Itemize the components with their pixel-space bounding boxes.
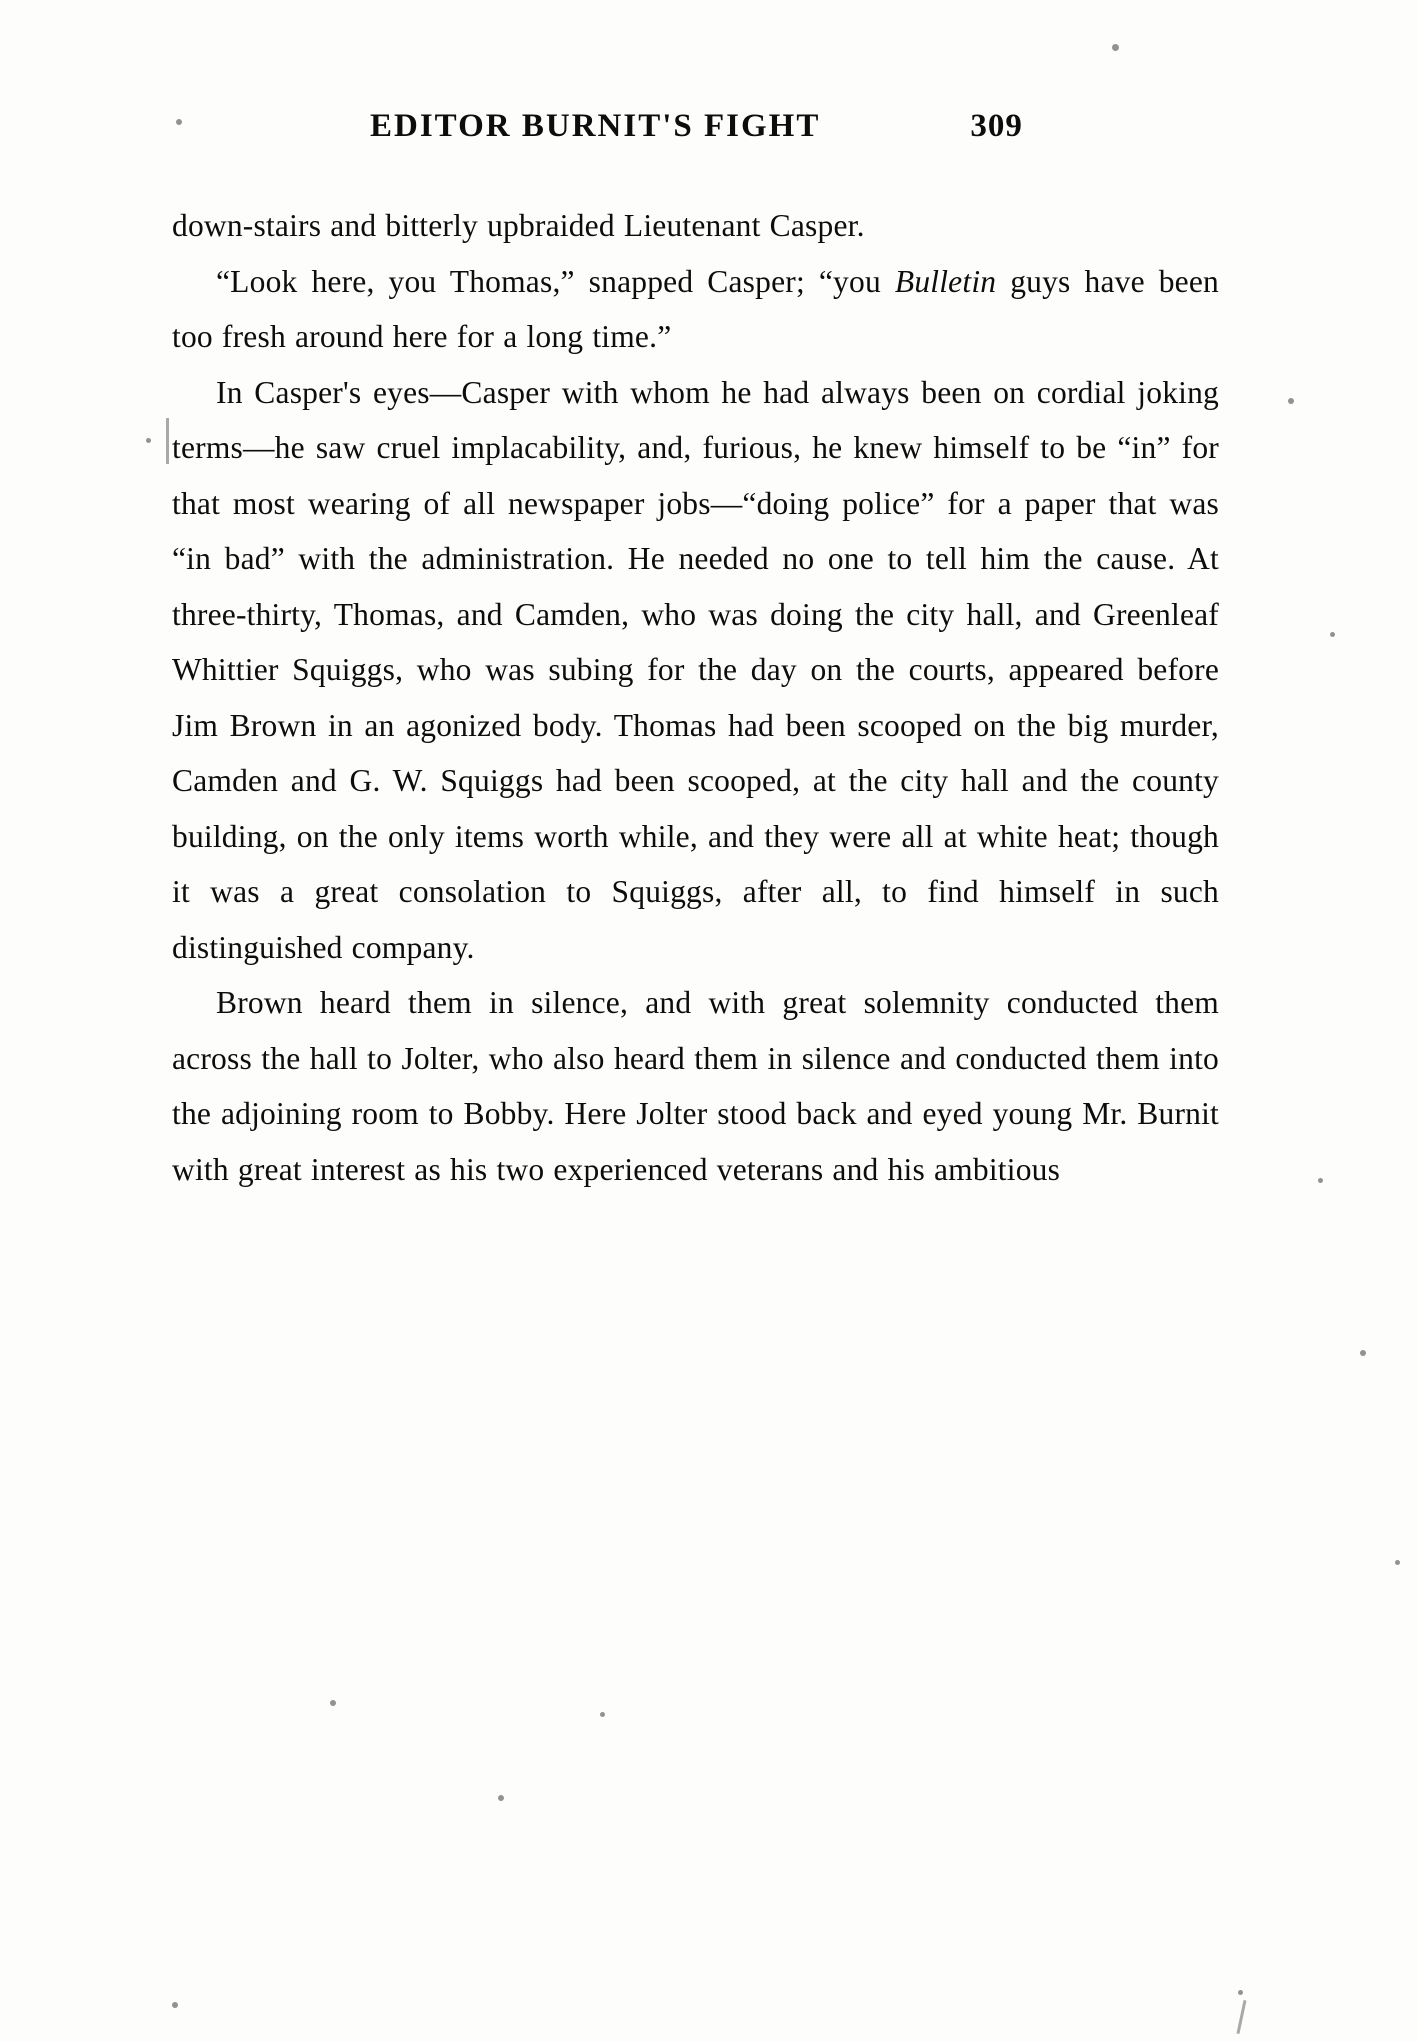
- scan-speck: [1395, 1560, 1400, 1565]
- scan-speck: [172, 2002, 178, 2008]
- scan-tick: [1236, 2000, 1246, 2034]
- scan-speck: [146, 438, 151, 443]
- paragraph: [172, 254, 1219, 365]
- scan-speck: [330, 1700, 336, 1706]
- paragraph: Brown heard them in silence, and with great solemnity conducted them across the hall to Jolter, who also heard them in silence and conducted them into the adjoining room to Bobby. Here Jolter stood back and eyed young Mr. Burnit with great interest as his two experienced veterans and his ambitious: [172, 985, 1219, 1187]
- scan-speck: [1330, 632, 1335, 637]
- scan-tick: [166, 418, 169, 464]
- scan-speck: [1238, 1990, 1243, 1995]
- paragraph-text-part: guys have been too fresh around here for a long time.”: [172, 263, 1219, 354]
- paragraph-text-part: “Look here, you Thomas,” snapped Casper; “you: [216, 263, 895, 299]
- scan-speck: [498, 1795, 504, 1801]
- paragraph: down-stairs and bitterly upbraided Lieutenant Casper.: [172, 208, 865, 243]
- page-header: [170, 108, 1250, 145]
- scan-speck: [1360, 1350, 1366, 1356]
- scan-speck: [1112, 44, 1119, 51]
- running-title: EDITOR BURNIT'S FIGHT: [370, 108, 821, 144]
- scan-speck: [1288, 398, 1294, 404]
- paragraph: In Casper's eyes—Casper with whom he had always been on cordial joking terms—he saw cruel implacability, and, furious, he knew himself to be “in” for that most wearing of all newspaper jobs—“doing police” for a paper that was “in bad” with the administration. He needed no one to tell him the cause. At three-thirty, Thomas, and Camden, who was doing the city hall, and Greenleaf Whittier Squiggs, who was subing for the day on the courts, appeared before Jim Brown in an agonized body. Thomas had been scooped on the big murder, Camden and G. W. Squiggs had been scooped, at the city hall and the county building, on the only items worth while, and they were all at white heat; though it was a great consolation to Squiggs, after all, to find himself in such distinguished company.: [172, 374, 1219, 965]
- scan-speck: [600, 1712, 605, 1717]
- italic-title: Bulletin: [894, 263, 997, 299]
- scan-speck: [1318, 1178, 1323, 1183]
- body-text: [172, 198, 1219, 1197]
- page-number: 309: [970, 108, 1023, 144]
- scan-speck: [176, 119, 182, 125]
